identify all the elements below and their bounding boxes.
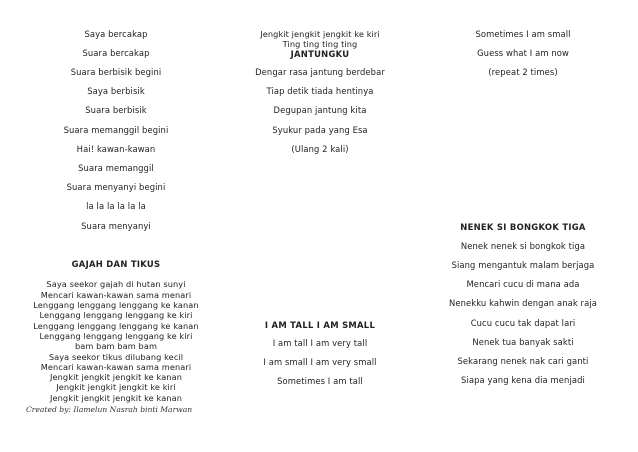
- lyric-line: Sometimes I am small: [475, 29, 571, 39]
- song-title-nenek: NENEK SI BONGKOK TIGA: [460, 222, 586, 232]
- lyric-line: Nenek nenek si bongkok tiga: [460, 241, 586, 251]
- lyric-line: Mencari kawan-kawan sama menari: [40, 290, 192, 300]
- lyric-line: Lenggang lenggang lenggang ke kanan: [33, 321, 199, 331]
- lyric-line: Cucu cucu tak dapat lari: [470, 318, 576, 328]
- lyric-line: Lenggang lenggang lenggang ke kiri: [39, 310, 193, 320]
- lyric-line: Hai! kawan-kawan: [76, 144, 156, 154]
- lyric-line: Guess what I am now: [477, 48, 569, 58]
- lyric-line: Sometimes I am tall: [277, 376, 363, 386]
- lyric-line: Siang mengantuk malam berjaga: [451, 260, 595, 270]
- lyric-line: Jengkit jengkit jengkit ke kanan: [49, 372, 183, 382]
- song-title-jantungku: JANTUNGKU: [290, 49, 350, 59]
- lyric-line: Suara memanggil: [78, 163, 154, 173]
- lyric-line: Suara berbisik: [85, 105, 147, 115]
- lyric-line: Saya seekor gajah di hutan sunyi: [46, 279, 186, 289]
- lyric-line: Sekarang nenek nak cari ganti: [457, 356, 589, 366]
- lyric-line: Suara bercakap: [82, 48, 150, 58]
- lyric-line: Syukur pada yang Esa: [272, 125, 368, 135]
- lyric-line: Jengkit jengkit jengkit ke kiri: [56, 382, 176, 392]
- lyric-line: Suara memanggil begini: [63, 125, 169, 135]
- lyric-line: Suara berbisik begini: [70, 67, 162, 77]
- lyric-line: I am small I am very small: [263, 357, 377, 367]
- lyric-line: Saya bercakap: [84, 29, 148, 39]
- lyric-line: Mencari kawan-kawan sama menari: [40, 362, 192, 372]
- lyric-line: Dengar rasa jantung berdebar: [255, 67, 385, 77]
- lyric-line: Ting ting ting ting: [282, 39, 358, 49]
- lyric-line: Suara menyanyi: [81, 221, 151, 231]
- author-credit: Created by: Ilamelun Nasrah binti Marwan: [26, 405, 193, 414]
- lyric-line: Lenggang lenggang lenggang ke kanan: [33, 300, 199, 310]
- lyric-line: Degupan jantung kita: [273, 105, 367, 115]
- lyric-line: Suara menyanyi begini: [66, 182, 166, 192]
- lyric-line: (repeat 2 times): [488, 67, 558, 77]
- lyric-line: I am tall I am very tall: [272, 338, 368, 348]
- lyric-line: Nenekku kahwin dengan anak raja: [449, 298, 597, 308]
- lyric-line: bam bam bam bam: [74, 341, 158, 351]
- lyric-line: Jengkit jengkit jengkit ke kanan: [49, 393, 183, 403]
- lyric-line: Nenek tua banyak sakti: [472, 337, 574, 347]
- lyric-line: la la la la la la: [86, 201, 146, 211]
- lyric-line: Saya seekor tikus dilubang kecil: [48, 352, 184, 362]
- lyric-line: Jengkit jengkit jengkit ke kiri: [260, 29, 380, 39]
- lyric-line: Siapa yang kena dia menjadi: [461, 375, 585, 385]
- lyric-line: Tiap detik tiada hentinya: [266, 86, 374, 96]
- lyric-line: Lenggang lenggang lenggang ke kiri: [39, 331, 193, 341]
- song-title-gajah: GAJAH DAN TIKUS: [71, 259, 161, 269]
- song-title-tall-small: I AM TALL I AM SMALL: [264, 320, 376, 330]
- lyric-line: Saya berbisik: [87, 86, 145, 96]
- lyric-line: (Ulang 2 kali): [291, 144, 349, 154]
- lyric-line: Mencari cucu di mana ada: [466, 279, 580, 289]
